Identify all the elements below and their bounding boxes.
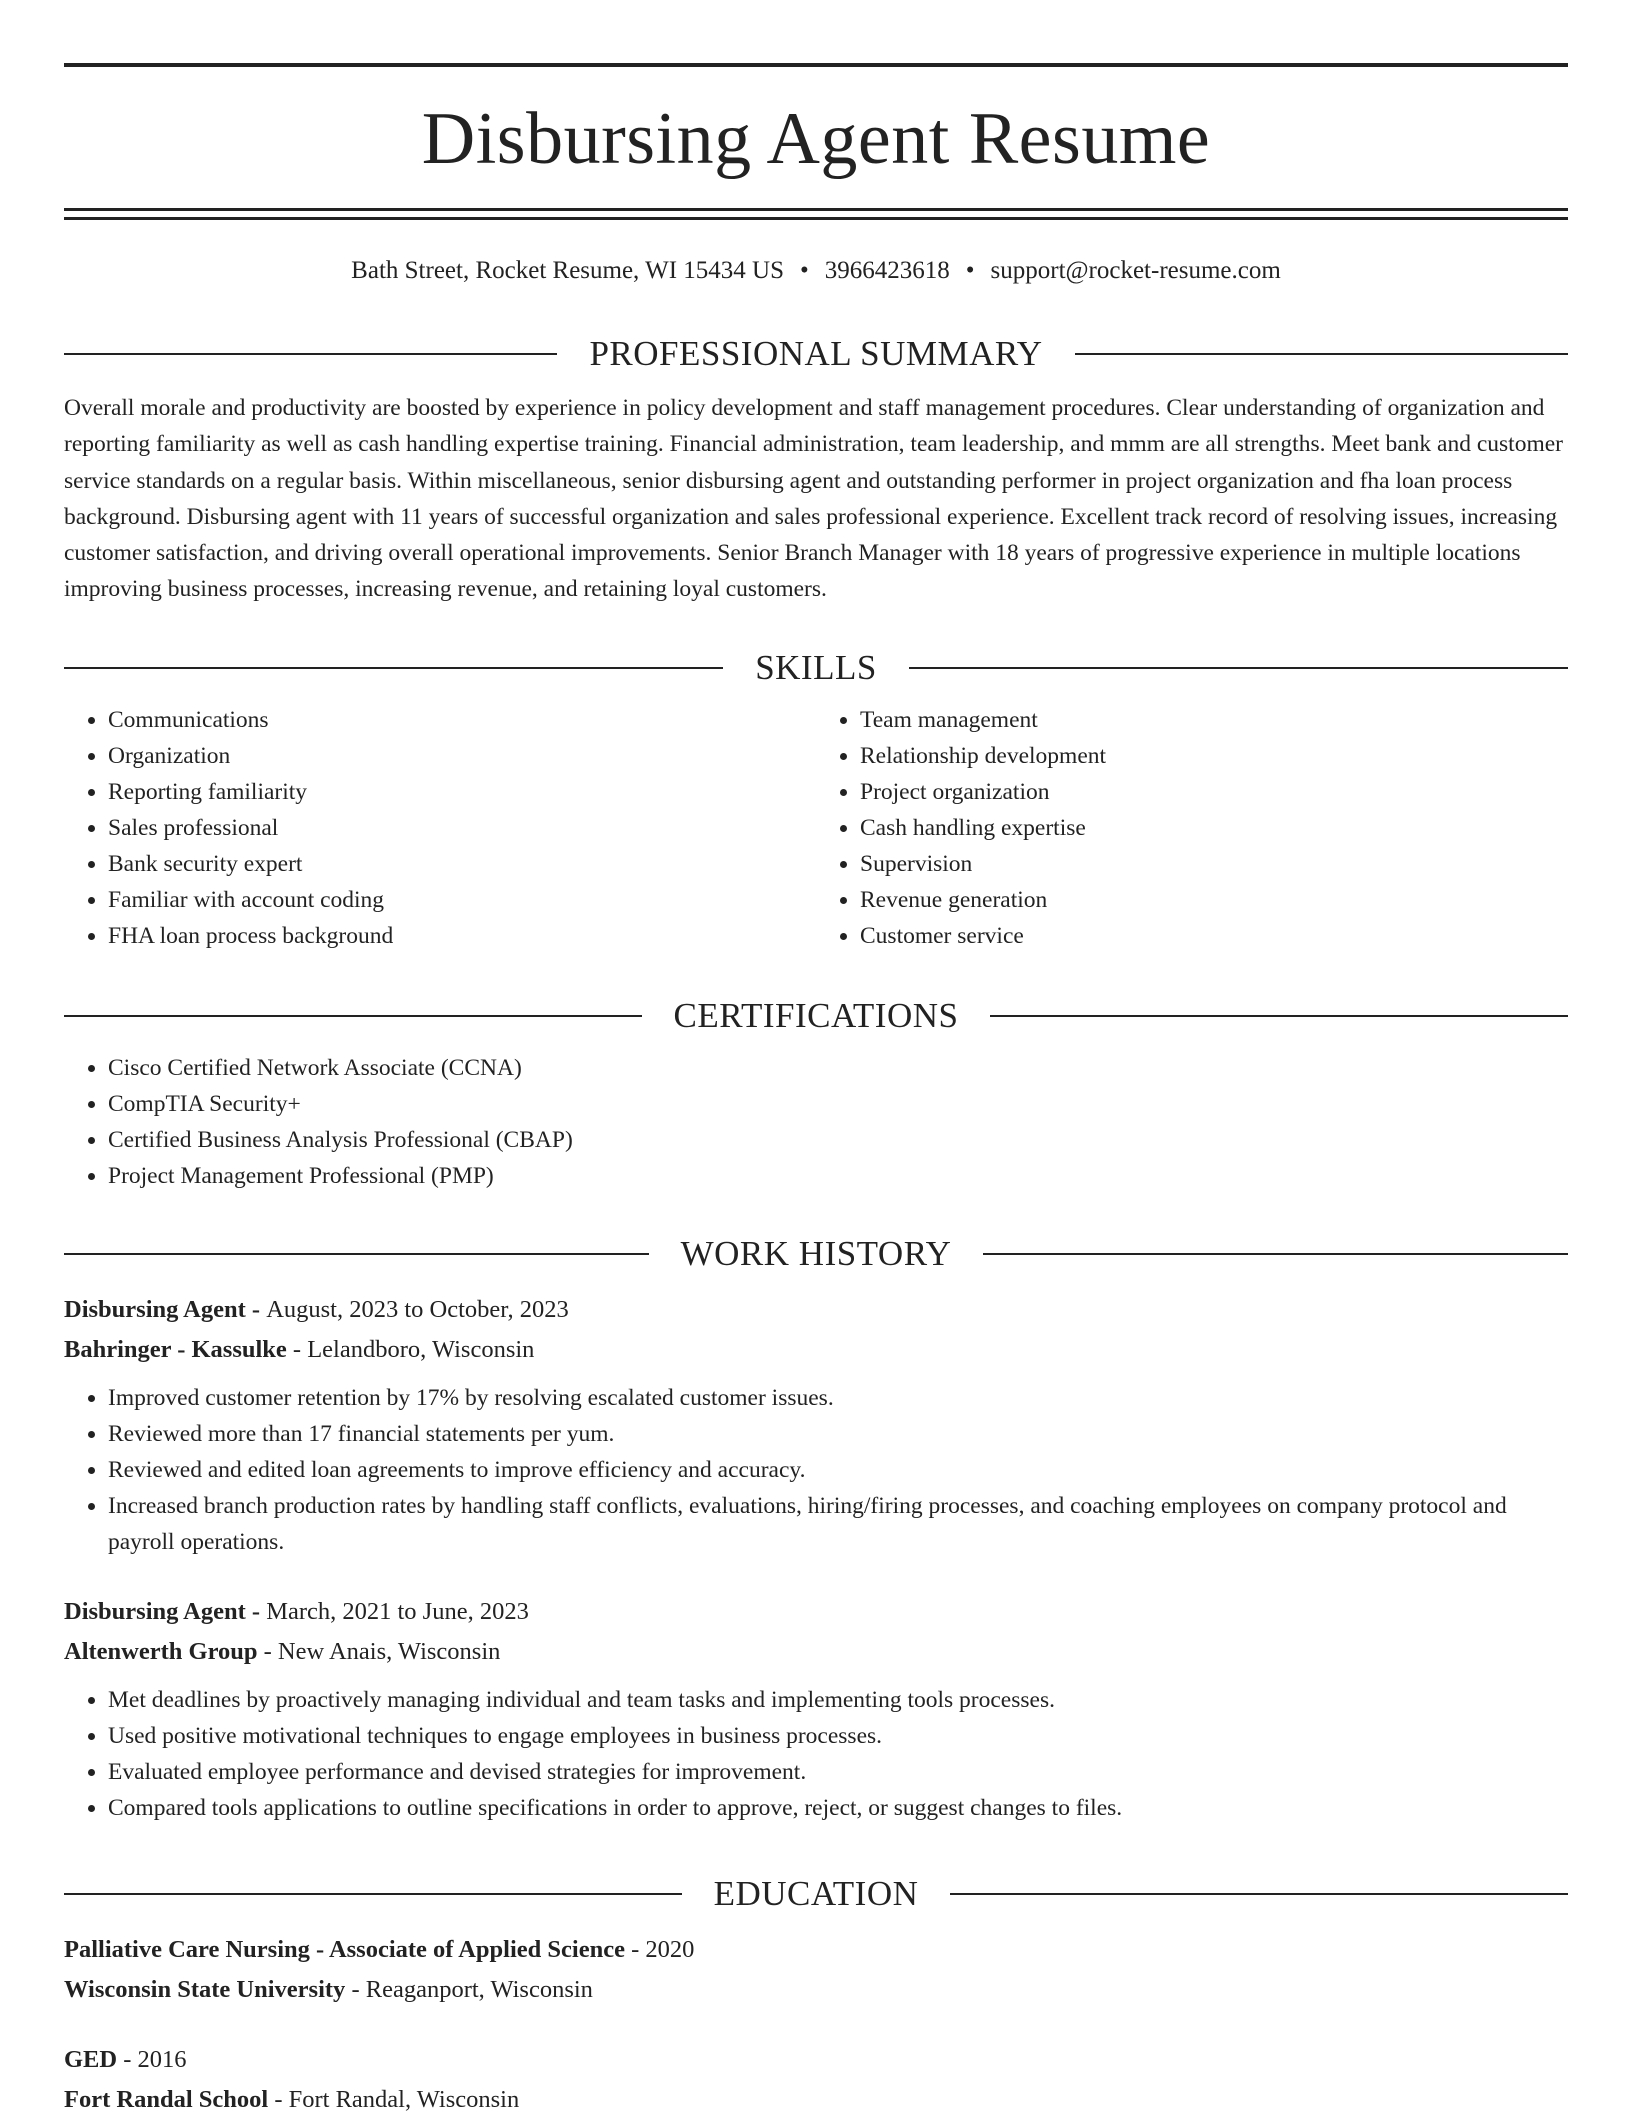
section-heading [64, 1870, 1568, 1918]
title-double-rule [64, 208, 1568, 220]
education-location: Reaganport, Wisconsin [365, 1976, 593, 2003]
work-heading: WORK HISTORY [680, 1234, 952, 1273]
heading-rule-left [64, 667, 723, 669]
job-title-line: Disbursing Agent - August, 2023 to October, 2023 [64, 1296, 569, 1323]
skill-item: • Project organization [860, 774, 1568, 810]
education-school-line: Wisconsin State University - Reaganport, Wisconsin [64, 1976, 593, 2003]
skills-section [64, 644, 1568, 954]
skills-heading: SKILLS [755, 648, 877, 687]
skill-item: • Reporting familiarity [108, 774, 816, 810]
section-heading [64, 644, 1568, 692]
education-degree: Palliative Care Nursing - Associate of Applied Science [64, 1936, 625, 1963]
job-company-line: Bahringer - Kassulke - Lelandboro, Wisconsin [64, 1336, 535, 1363]
job-entry [64, 1290, 1568, 1560]
skill-item: • Team management [860, 702, 1568, 738]
job-bullet: • Met deadlines by proactively managing individual and team tasks and implementing tools processes. [108, 1682, 1568, 1718]
contact-phone: 3966423618 [824, 257, 950, 284]
skill-item: • Bank security expert [108, 846, 816, 882]
certifications-section [64, 992, 1568, 1194]
certifications-heading: CERTIFICATIONS [673, 996, 959, 1035]
education-school-line: Fort Randal School - Fort Randal, Wisconsin [64, 2086, 520, 2113]
certification-item: • CompTIA Security+ [108, 1086, 1568, 1122]
certification-item: • Certified Business Analysis Professional (CBAP) [108, 1122, 1568, 1158]
job-bullet: • Evaluated employee performance and devised strategies for improvement. [108, 1754, 1568, 1790]
skills-columns [64, 702, 1568, 954]
skill-item: • FHA loan process background [108, 918, 816, 954]
education-degree: GED [64, 2046, 118, 2073]
job-role: Disbursing Agent [64, 1598, 246, 1625]
page-title: Disbursing Agent Resume [421, 98, 1211, 180]
certifications-list [64, 1050, 1568, 1194]
job-dates: March, 2021 to June, 2023 [266, 1598, 529, 1625]
heading-rule-left [64, 1893, 682, 1895]
job-bullets [64, 1380, 1568, 1560]
summary-section [64, 330, 1568, 608]
education-year: 2020 [645, 1936, 695, 1963]
skill-item: • Cash handling expertise [860, 810, 1568, 846]
job-role: Disbursing Agent [64, 1296, 246, 1323]
skill-item: • Familiar with account coding [108, 882, 816, 918]
education-section [64, 1870, 1568, 2120]
skill-item: • Communications [108, 702, 816, 738]
contact-separator: • [965, 257, 975, 284]
education-year: 2016 [137, 2046, 187, 2073]
education-degree-line: GED - 2016 [64, 2046, 187, 2073]
certification-item: • Project Management Professional (PMP) [108, 1158, 1568, 1194]
heading-rule-right [909, 667, 1568, 669]
skill-item: • Revenue generation [860, 882, 1568, 918]
section-heading [64, 330, 1568, 378]
skill-item: • Supervision [860, 846, 1568, 882]
certification-item: • Cisco Certified Network Associate (CCNA) [108, 1050, 1568, 1086]
education-school: Fort Randal School [64, 2086, 269, 2113]
education-heading: EDUCATION [713, 1874, 919, 1913]
work-history-section [64, 1230, 1568, 1826]
education-school: Wisconsin State University [64, 1976, 346, 2003]
education-entry [64, 2040, 1568, 2120]
job-bullet: • Reviewed more than 17 financial statements per yum. [108, 1416, 1568, 1452]
contact-email: support@rocket-resume.com [990, 257, 1281, 284]
contact-address: Bath Street, Rocket Resume, WI 15434 US [351, 257, 784, 284]
education-entry [64, 1930, 1568, 2010]
job-bullet: • Increased branch production rates by handling staff conflicts, evaluations, hiring/firing processes, and coaching employees on company protocol and payroll operations. [108, 1488, 1568, 1560]
job-location: New Anais, Wisconsin [277, 1638, 501, 1665]
job-entry [64, 1592, 1568, 1826]
job-company: Altenwerth Group [64, 1638, 258, 1665]
job-dates: August, 2023 to October, 2023 [266, 1296, 569, 1323]
job-bullet: • Improved customer retention by 17% by resolving escalated customer issues. [108, 1380, 1568, 1416]
top-rule [64, 63, 1568, 67]
heading-rule-left [64, 353, 557, 355]
education-degree-line: Palliative Care Nursing - Associate of Applied Science - 2020 [64, 1936, 695, 1963]
skill-item: • Sales professional [108, 810, 816, 846]
heading-rule-left [64, 1253, 649, 1255]
section-heading [64, 992, 1568, 1040]
heading-rule-right [950, 1893, 1568, 1895]
heading-rule-right [990, 1015, 1568, 1017]
summary-text: Overall morale and productivity are boosted by experience in policy development and staff management procedures. Clear understanding of organization and reporting familiarity as well as cash handling expertise training. Financial administration, team leadership, and mmm are all strengths. Meet bank and customer service standards on a regular basis. Within miscellaneous, senior disbursing agent and outstanding performer in project organization and fha loan process background. Disbursing agent with 11 years of successful organization and sales professional experience. Excellent track record of resolving issues, increasing customer satisfaction, and driving overall operational improvements. Senior Branch Manager with 18 years of progressive experience in multiple locations improving business processes, increasing revenue, and retaining loyal customers. [64, 395, 1563, 603]
job-company: Bahringer - Kassulke [64, 1336, 287, 1363]
summary-heading: PROFESSIONAL SUMMARY [589, 334, 1043, 373]
skills-list-left [64, 702, 816, 954]
job-location: Lelandboro, Wisconsin [307, 1336, 535, 1363]
job-company-line: Altenwerth Group - New Anais, Wisconsin [64, 1638, 501, 1665]
job-bullet: • Reviewed and edited loan agreements to improve efficiency and accuracy. [108, 1452, 1568, 1488]
job-bullet: • Compared tools applications to outline specifications in order to approve, reject, or suggest changes to files. [108, 1790, 1568, 1826]
section-heading [64, 1230, 1568, 1278]
skills-list-right [816, 702, 1568, 954]
job-title-line: Disbursing Agent - March, 2021 to June, 2023 [64, 1598, 529, 1625]
job-bullets [64, 1682, 1568, 1826]
heading-rule-right [1075, 353, 1568, 355]
heading-rule-left [64, 1015, 642, 1017]
heading-rule-right [983, 1253, 1568, 1255]
contact-separator: • [799, 257, 809, 284]
skill-item: • Relationship development [860, 738, 1568, 774]
contact-line [64, 254, 1568, 288]
skill-item: • Customer service [860, 918, 1568, 954]
skill-item: • Organization [108, 738, 816, 774]
job-bullet: • Used positive motivational techniques to engage employees in business processes. [108, 1718, 1568, 1754]
education-location: Fort Randal, Wisconsin [288, 2086, 520, 2113]
